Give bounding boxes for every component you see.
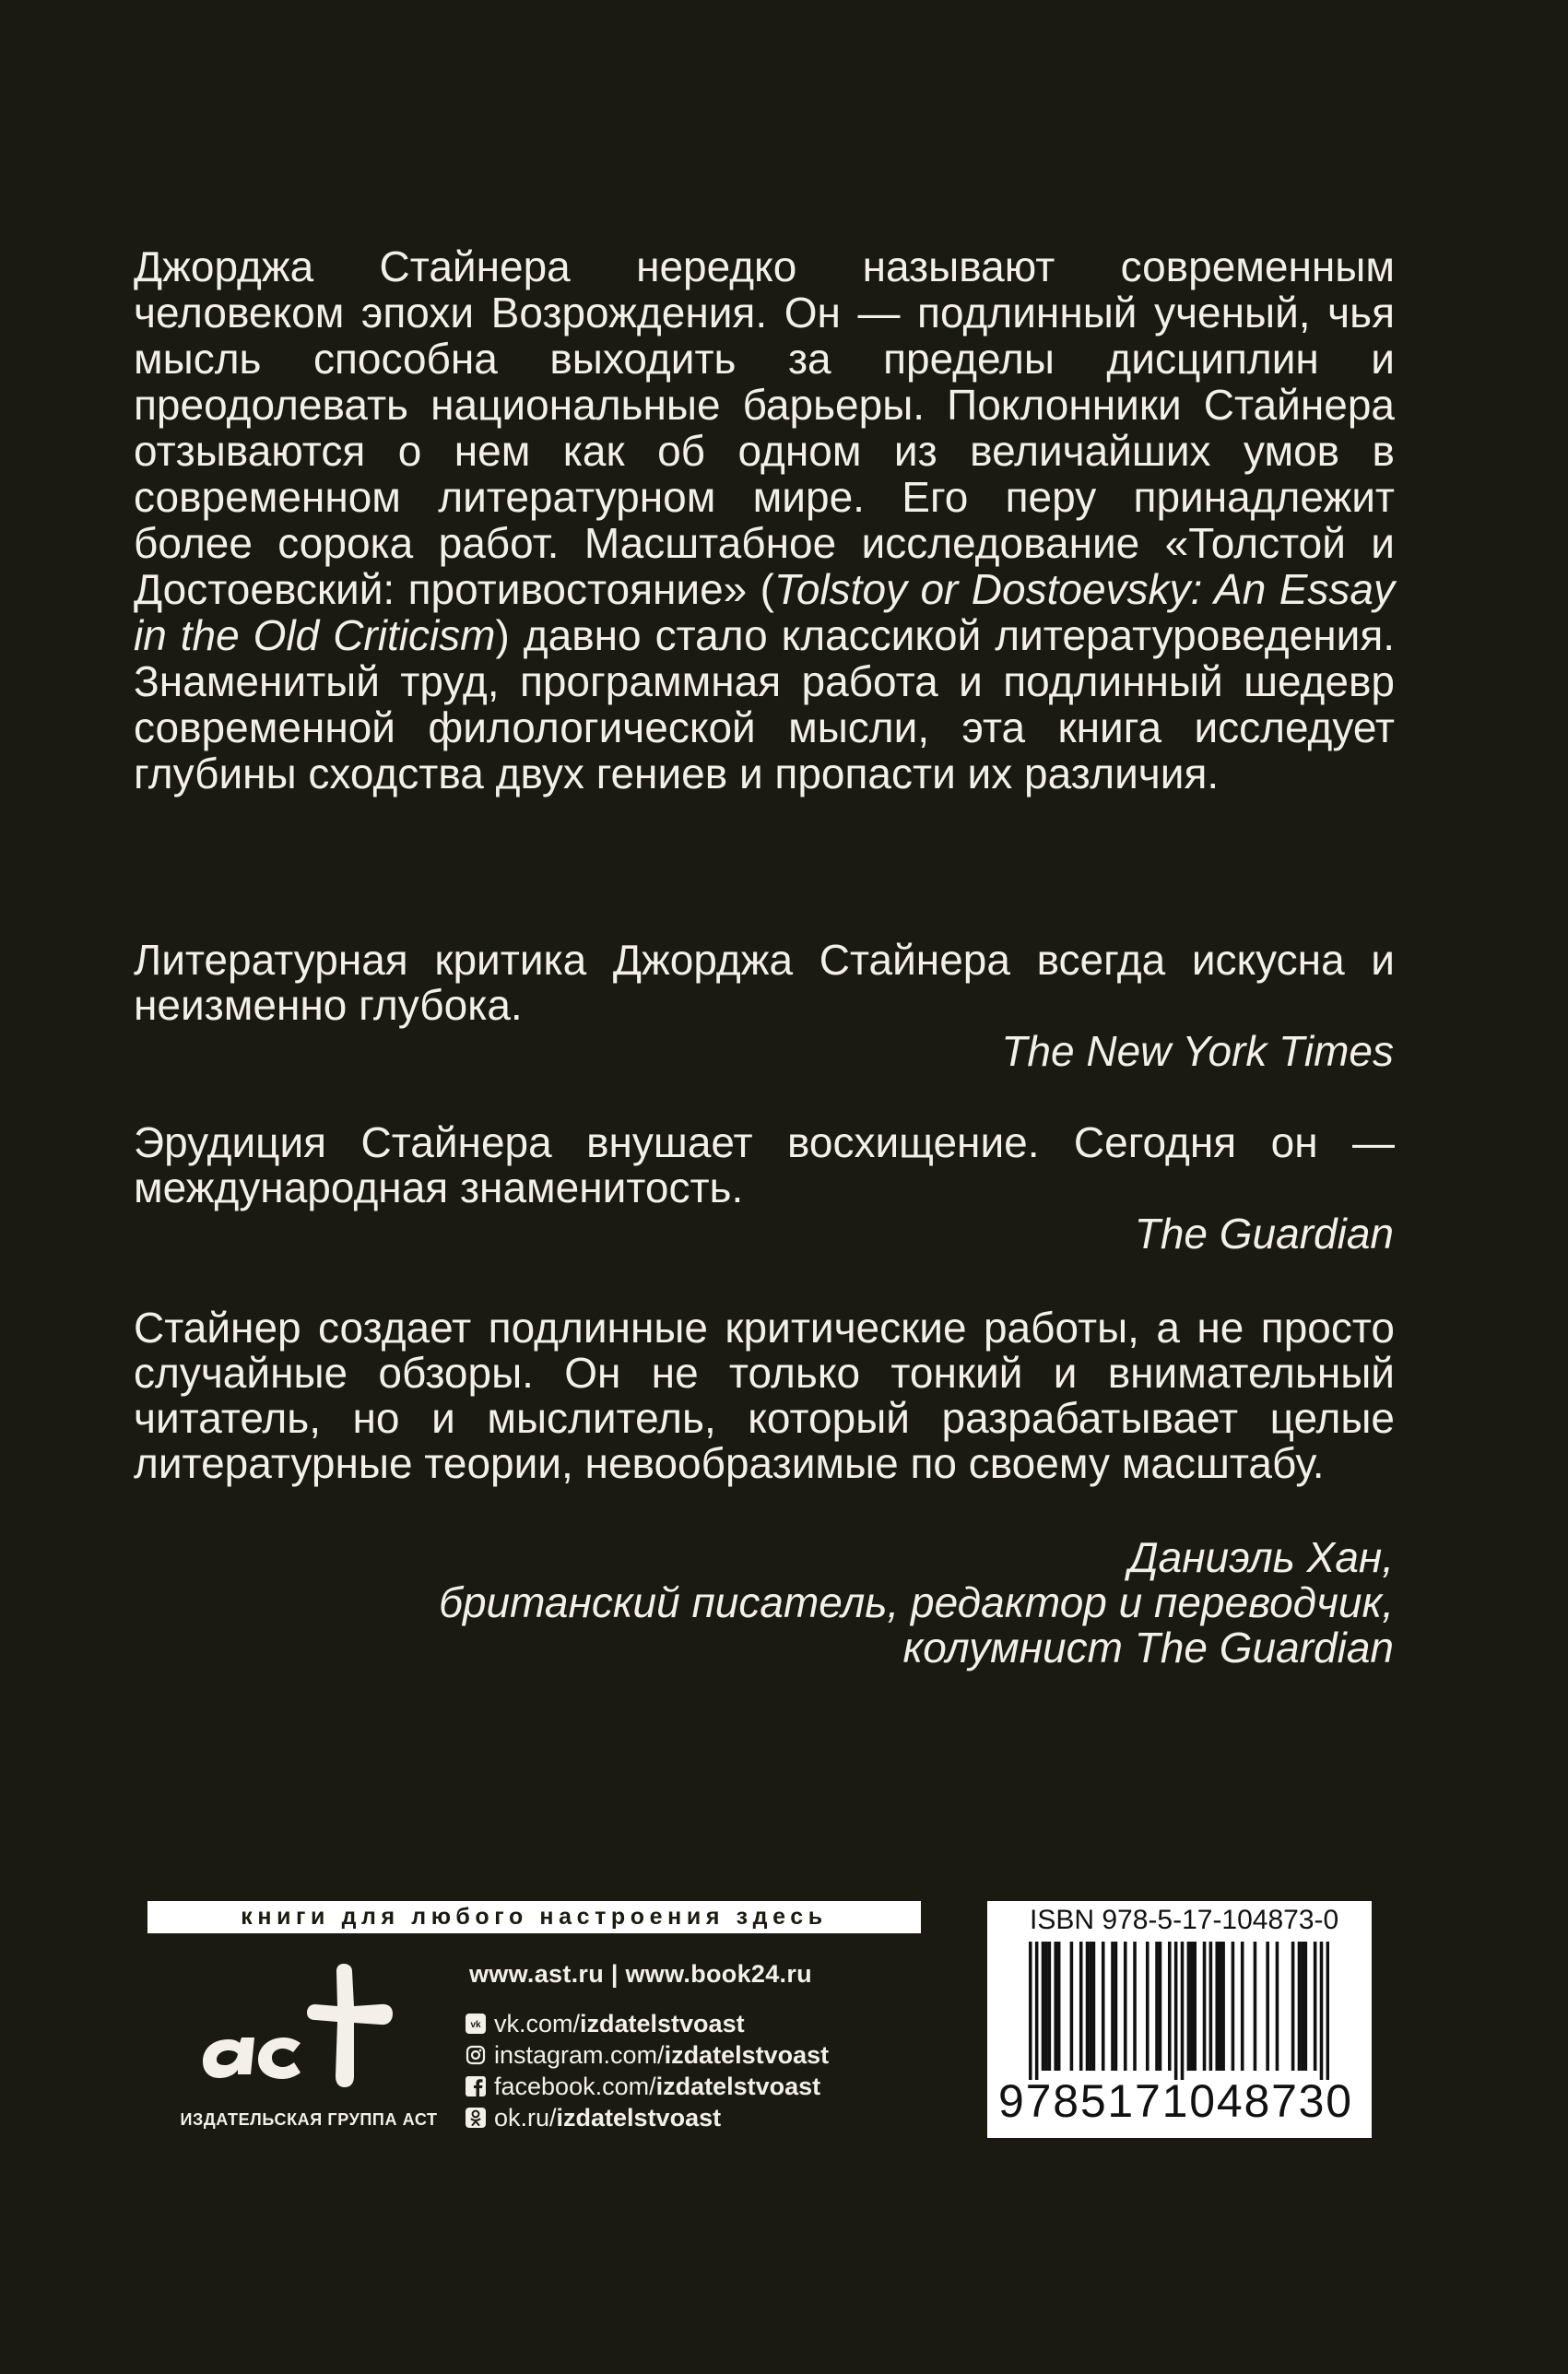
barcode-bar — [1086, 1942, 1090, 2071]
publisher-tagline: книги для любого настроения здесь — [147, 1901, 921, 1933]
social-link-vk[interactable] — [466, 2008, 829, 2039]
barcode-bar — [1111, 1942, 1114, 2071]
barcode-bar — [1029, 1942, 1032, 2080]
barcode-bar — [1232, 1942, 1235, 2071]
barcode-bar — [1054, 1942, 1057, 2071]
barcode-bar — [1215, 1942, 1219, 2071]
review-quote-1: Литературная критика Джорджа Стайнера всегда искусна и неизменно глубока. — [134, 936, 1395, 1029]
barcode-bar — [1146, 1942, 1149, 2071]
barcode-bar — [1254, 1942, 1257, 2071]
book-description — [134, 243, 1395, 797]
barcode-bar — [1174, 1942, 1178, 2080]
description-text-1: Джорджа Стайнера нередко называют современным человеком эпохи Возрождения. Он — подлинный ученый, чья мысль способна выходить за пределы дисциплин и преодолевать национальные барьеры. Поклонники Стайнера отзываются о нем как об одном из величайших умов в современном литературном мире. Его перу принадлежит более сорока работ. Масштабное исследование «Толстой и Достоевский: противостояние» ( — [134, 242, 1395, 613]
vk-icon — [466, 2014, 486, 2034]
barcode-bar — [1102, 1942, 1105, 2071]
barcode-bar — [1181, 1942, 1185, 2080]
social-handle: izdatelstvoast — [655, 2073, 821, 2100]
barcode-bar — [1301, 1942, 1304, 2071]
social-prefix: instagram.com/ — [494, 2041, 665, 2069]
barcode-bar — [1187, 1942, 1191, 2071]
barcode-bar — [1291, 1942, 1295, 2071]
barcode-bar — [1276, 1942, 1279, 2071]
barcode-bar — [1048, 1942, 1052, 2071]
social-prefix: vk.com/ — [494, 2010, 581, 2037]
review-source-3 — [133, 1535, 1394, 1671]
review-quote-2: Эрудиция Стайнера внушает восхищение. Сегодня он — международная знаменитость. — [134, 1118, 1395, 1211]
review-source-3-name: Даниэль Хан, — [1128, 1533, 1394, 1581]
barcode-bar — [1320, 1942, 1324, 2080]
social-prefix: facebook.com/ — [494, 2073, 656, 2100]
barcode-bar — [1190, 1942, 1194, 2071]
facebook-icon — [466, 2076, 486, 2096]
barcode-bar — [1241, 1942, 1244, 2071]
social-link-instagram[interactable] — [466, 2039, 829, 2071]
barcode-bar — [1193, 1942, 1197, 2071]
social-prefix: ok.ru/ — [494, 2104, 557, 2132]
description-original-title: Tolstoy or Dostoevsky: An Essay in the Old Criticism — [134, 565, 1395, 659]
social-link-facebook[interactable] — [466, 2071, 829, 2102]
barcode-bar — [1035, 1942, 1039, 2080]
barcode-bar — [1203, 1942, 1207, 2071]
barcode-bar — [1168, 1942, 1172, 2071]
barcode-bar — [1042, 1942, 1045, 2071]
social-handle: izdatelstvoast — [664, 2041, 830, 2069]
review-source-2: The Guardian — [1134, 1210, 1394, 1258]
barcode-bar — [1079, 1942, 1083, 2071]
barcode-bar — [1092, 1942, 1096, 2071]
barcode-bar — [1159, 1942, 1162, 2071]
publisher-websites[interactable]: www.ast.ru | www.book24.ru — [469, 1960, 812, 1988]
barcode-bar — [1133, 1942, 1137, 2071]
barcode-bar — [1124, 1942, 1127, 2071]
barcode-bars — [1029, 1942, 1329, 2080]
barcode-bar — [1219, 1942, 1222, 2071]
social-links — [466, 2008, 829, 2133]
review-source-1: The New York Times — [1001, 1027, 1394, 1075]
barcode-bar — [1266, 1942, 1269, 2071]
barcode-bar — [1114, 1942, 1118, 2071]
barcode-bar — [1304, 1942, 1308, 2071]
isbn-barcode — [987, 1901, 1372, 2138]
publisher-name: ИЗДАТЕЛЬСКАЯ ГРУППА АСТ — [180, 2110, 438, 2129]
barcode-bar — [1221, 1942, 1225, 2071]
barcode-bar — [1298, 1942, 1302, 2071]
barcode-bar — [1155, 1942, 1159, 2071]
ast-logo — [201, 1958, 404, 2096]
odnoklassniki-icon — [466, 2108, 486, 2128]
barcode-bar — [1089, 1942, 1092, 2071]
description-text-2: ) давно стало классикой литературоведения. Знаменитый труд, программная работа и подлинный шедевр современной филологической мысли, эта книга исследует глубины сходства двух гениев и пропасти их различия. — [134, 611, 1396, 797]
social-link-ok[interactable] — [466, 2102, 829, 2133]
barcode-digits: 9785171048730 — [998, 2075, 1353, 2127]
barcode-bar — [1070, 1942, 1074, 2071]
barcode-bar — [1057, 1942, 1061, 2071]
social-handle: izdatelstvoast — [580, 2010, 745, 2037]
review-source-3-role: британский писатель, редактор и переводчик, — [439, 1578, 1394, 1626]
barcode-bar — [1326, 1942, 1329, 2080]
review-quote-3: Стайнер создает подлинные критические работы, а не просто случайные обзоры. Он не только тонкий и внимательный читатель, но и мыслитель, который разрабатывает целые литературные теории, невообразимые по своему масштабу. — [134, 1304, 1395, 1487]
barcode-bar — [1209, 1942, 1213, 2071]
isbn-label: ISBN 978-5-17-104873-0 — [1030, 1905, 1339, 1935]
svg-text:vk: vk — [470, 2020, 481, 2030]
social-handle: izdatelstvoast — [556, 2104, 722, 2132]
barcode-bar — [1044, 1942, 1048, 2071]
review-source-3-column: колумнист The Guardian — [902, 1624, 1394, 1671]
barcode-bar — [1314, 1942, 1317, 2071]
instagram-icon — [466, 2045, 486, 2065]
